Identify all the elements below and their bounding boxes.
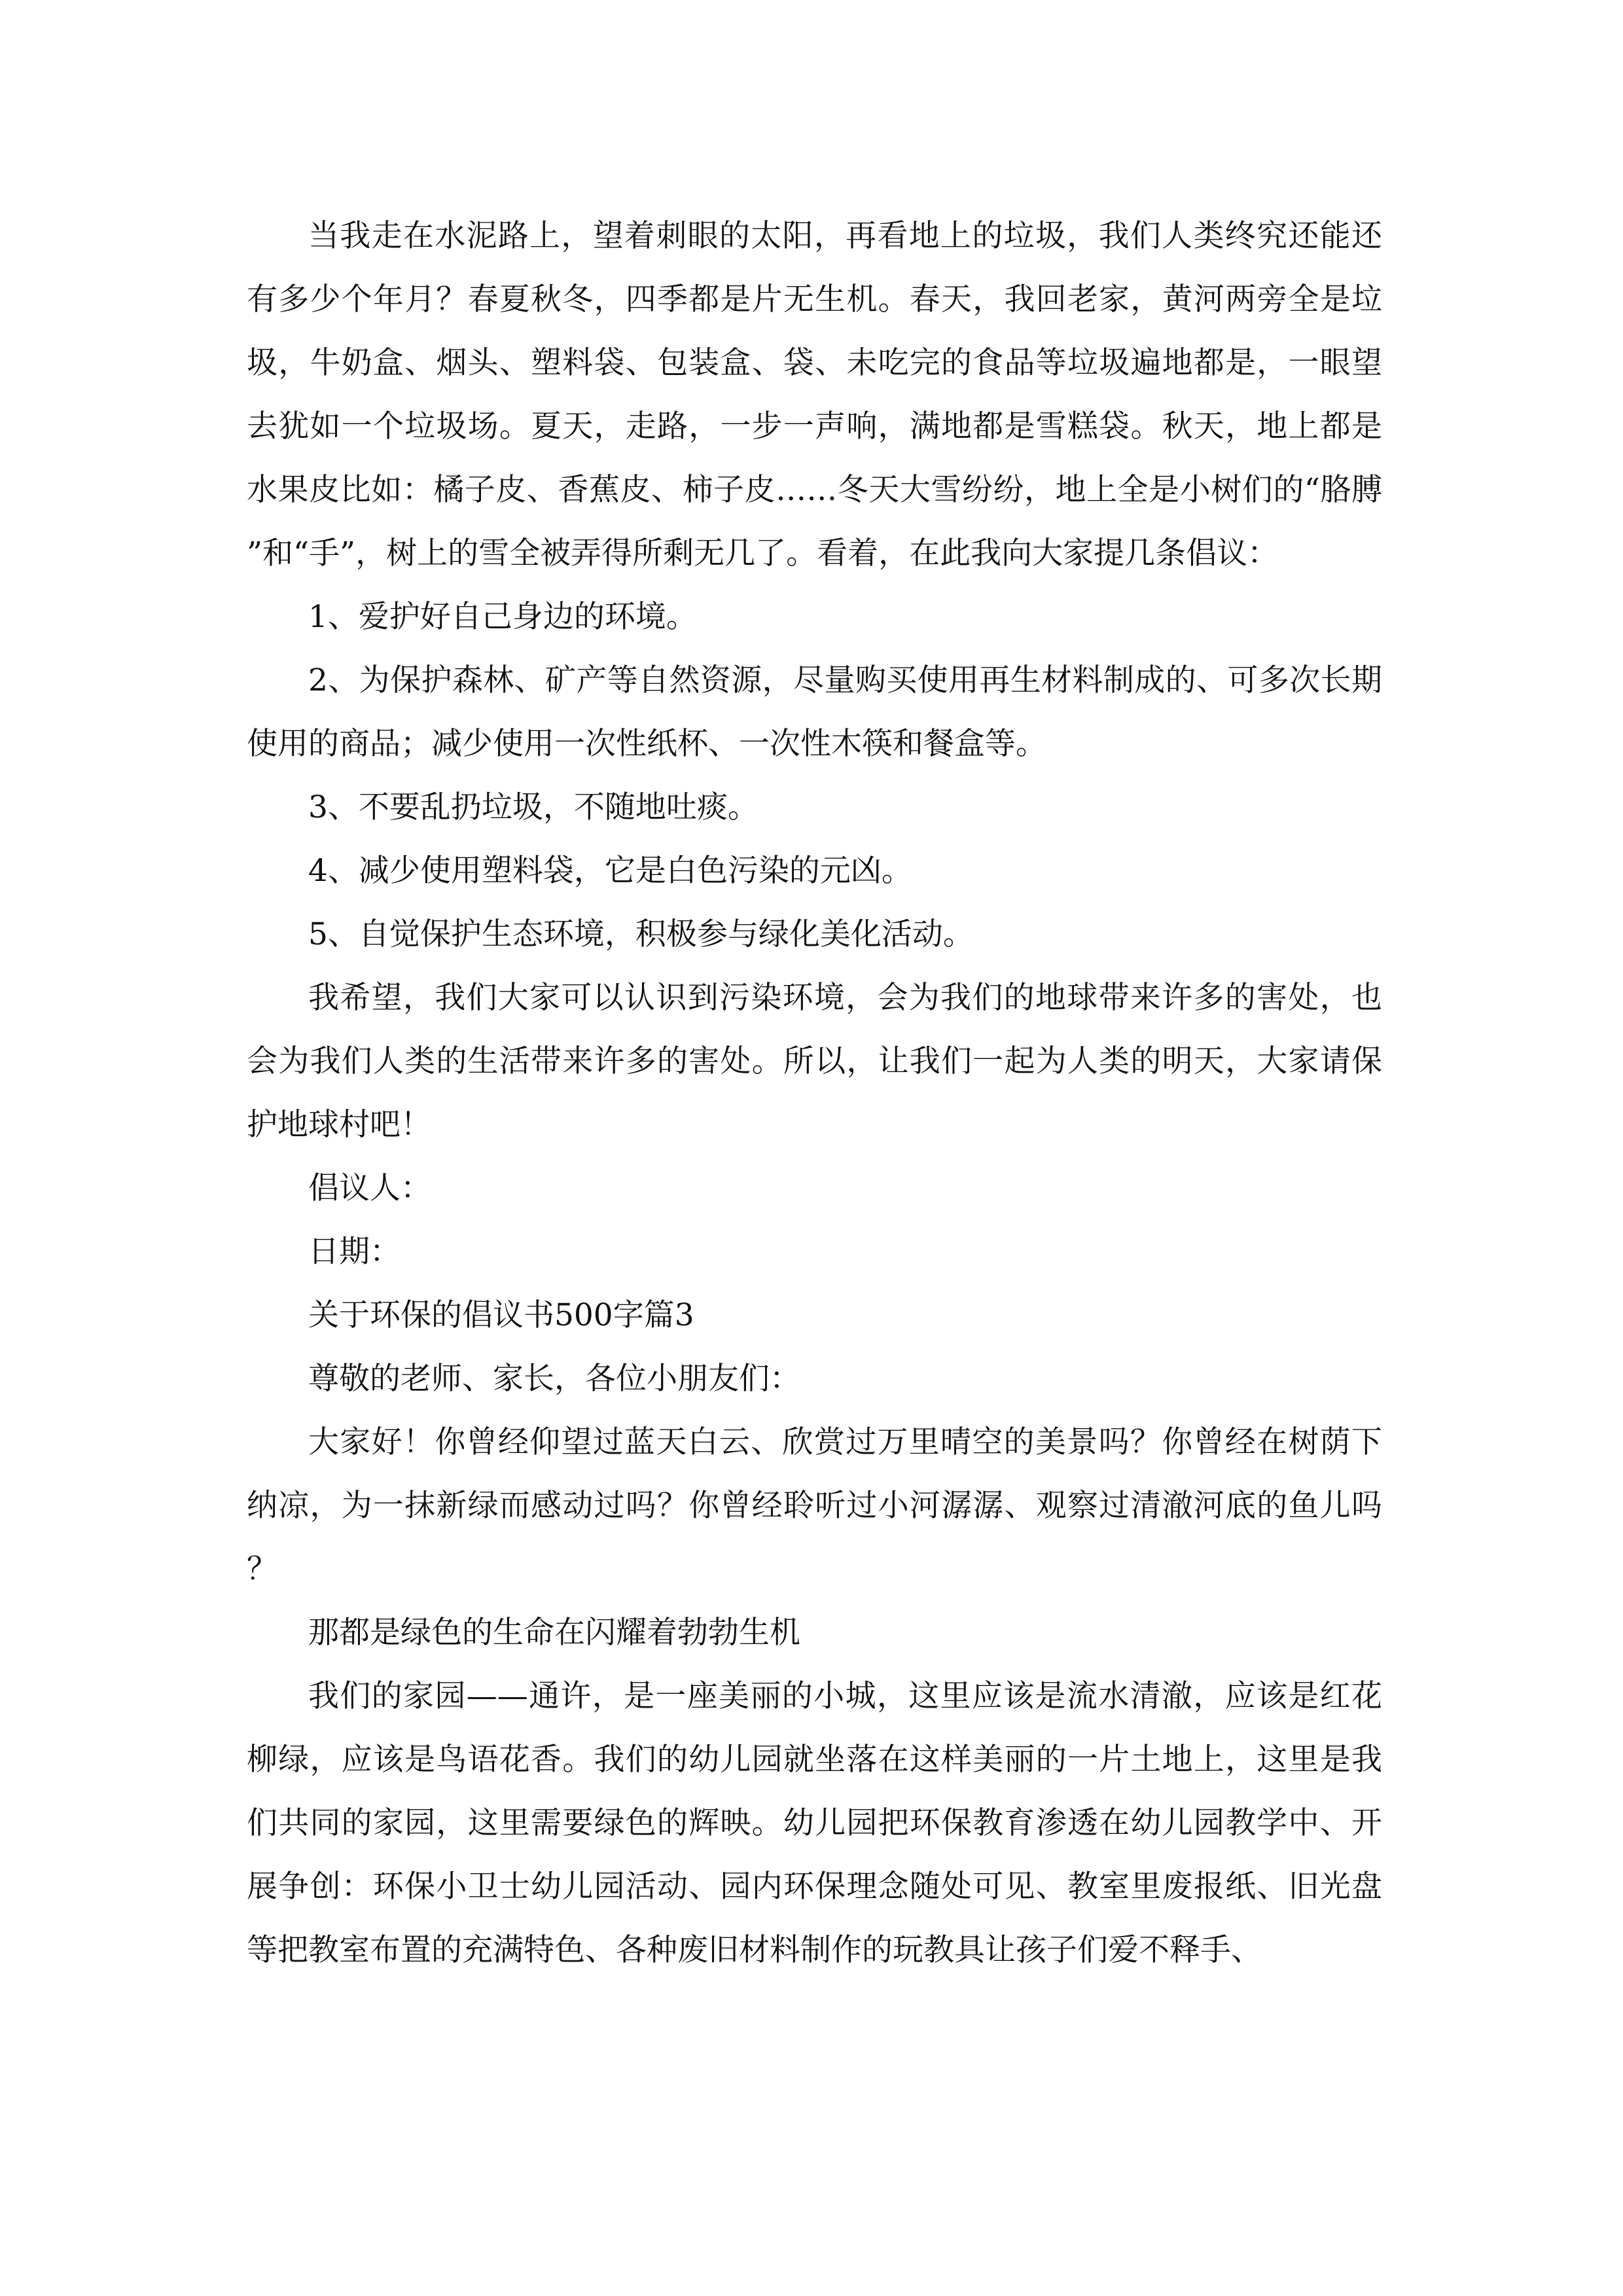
- proposal-item-3: 3、不要乱扔垃圾，不随地吐痰。: [308, 789, 758, 825]
- proposer-label: 倡议人：: [308, 1170, 431, 1206]
- paragraph-green-life: 那都是绿色的生命在闪耀着勃勃生机: [308, 1615, 800, 1651]
- proposal-item-5: 5、自觉保护生态环境，积极参与绿化美化活动。: [308, 916, 974, 952]
- paragraph-greeting: 大家好！你曾经仰望过蓝天白云、欣赏过万里晴空的美景吗？你曾经在树荫下纳凉，为一抹新绿而感动过吗？你曾经聆听过小河潺潺、观察过清澈河底的鱼儿吗？: [247, 1424, 1382, 1587]
- date-label: 日期：: [308, 1234, 401, 1270]
- proposal-item-4: 4、减少使用塑料袋，它是白色污染的元凶。: [308, 853, 912, 889]
- salutation: 尊敬的老师、家长，各位小朋友们：: [308, 1361, 800, 1397]
- paragraph-hometown: 我们的家园——通许，是一座美丽的小城，这里应该是流水清澈，应该是红花柳绿，应该是鸟语花香。我们的幼儿园就坐落在这样美丽的一片土地上，这里是我们共同的家园，这里需要绿色的辉映。幼儿园把环保教育渗透在幼儿园教学中、开展争创：环保小卫士幼儿园活动、园内环保理念随处可见、教室里废报纸、旧光盘等把教室布置的充满特色、各种废旧材料制作的玩教具让孩子们爱不释手、: [247, 1678, 1382, 1968]
- section-title: 关于环保的倡议书500字篇3: [308, 1297, 694, 1333]
- document-body: [247, 204, 1382, 1982]
- paragraph-intro: 当我走在水泥路上，望着刺眼的太阳，再看地上的垃圾，我们人类终究还能还有多少个年月？春夏秋冬，四季都是片无生机。春天，我回老家，黄河两旁全是垃圾，牛奶盒、烟头、塑料袋、包装盒、袋、未吃完的食品等垃圾遍地都是，一眼望去犹如一个垃圾场。夏天，走路，一步一声响，满地都是雪糕袋。秋天，地上都是水果皮比如：橘子皮、香蕉皮、柿子皮……冬天大雪纷纷，地上全是小树们的“胳膊”和“手”，树上的雪全被弄得所剩无几了。看着，在此我向大家提几条倡议：: [247, 218, 1382, 571]
- paragraph-hope: 我希望，我们大家可以认识到污染环境，会为我们的地球带来许多的害处，也会为我们人类的生活带来许多的害处。所以，让我们一起为人类的明天，大家请保护地球村吧！: [247, 980, 1382, 1143]
- proposal-item-1: 1、爱护好自己身边的环境。: [308, 599, 697, 635]
- proposal-item-2: 2、为保护森林、矿产等自然资源，尽量购买使用再生材料制成的、可多次长期使用的商品；减少使用一次性纸杯、一次性木筷和餐盒等。: [247, 662, 1382, 762]
